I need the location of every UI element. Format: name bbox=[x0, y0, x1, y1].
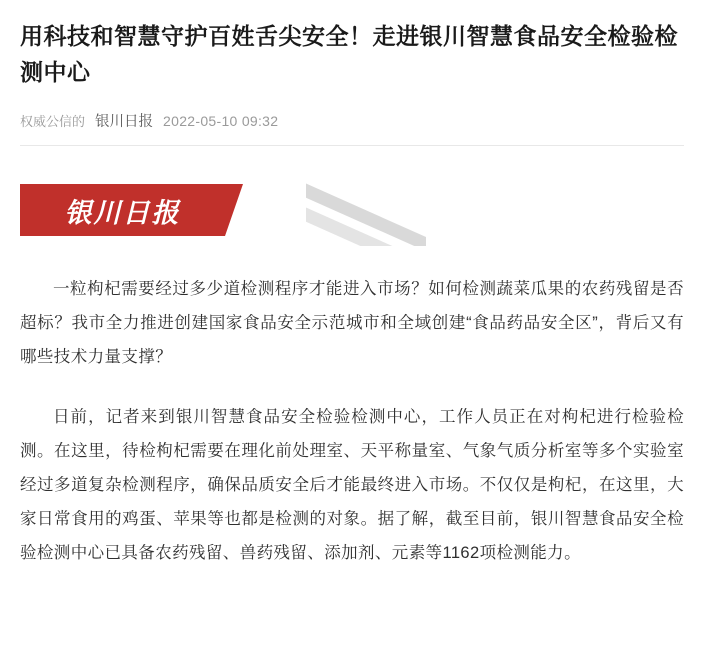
decorative-stripes bbox=[306, 172, 426, 246]
masthead-banner bbox=[20, 172, 684, 256]
meta-divider bbox=[20, 145, 684, 146]
source-tag: 权威公信的 bbox=[20, 114, 86, 129]
page-title: 用科技和智慧守护百姓舌尖安全！走进银川智慧食品安全检验检测中心 bbox=[20, 23, 678, 85]
article-paragraph: 一粒枸杞需要经过多少道检测程序才能进入市场？如何检测蔬菜瓜果的农药残留是否超标？我市全力推进创建国家食品安全示范城市和全域创建“食品药品安全区”，背后又有哪些技术力量支撑？ bbox=[20, 280, 684, 366]
article-body bbox=[20, 272, 684, 570]
publish-timestamp: 2022-05-10 09:32 bbox=[163, 113, 279, 129]
article-meta bbox=[20, 110, 684, 131]
source-name[interactable]: 银川日报 bbox=[95, 114, 154, 130]
newspaper-logo bbox=[20, 184, 225, 236]
newspaper-logo-text: 银川日报 bbox=[64, 197, 181, 228]
article-paragraph: 日前，记者来到银川智慧食品安全检验检测中心，工作人员正在对枸杞进行检验检测。在这里，待检枸杞需要在理化前处理室、天平称量室、气象气质分析室等多个实验室经过多道复杂检测程序，确保品质安全后才能最终进入市场。不仅仅是枸杞，在这里，大家日常食用的鸡蛋、苹果等也都是检测的对象。据了解，截至目前，银川智慧食品安全检验检测中心已具备农药残留、兽药残留、添加剂、元素等1162项检测能力。 bbox=[20, 408, 684, 562]
